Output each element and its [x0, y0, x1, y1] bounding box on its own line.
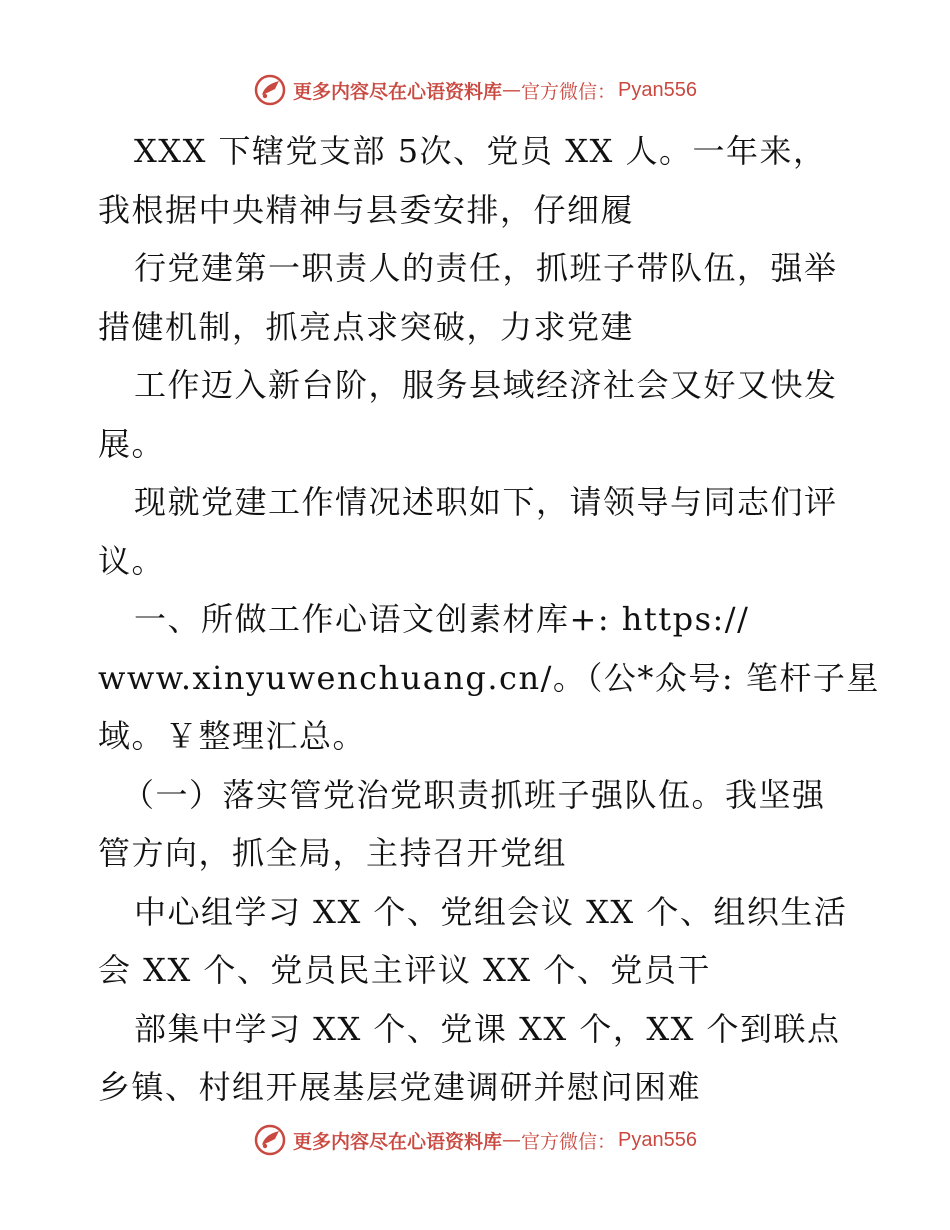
body-line: 议。 — [98, 541, 166, 580]
body-line: 现就党建工作情况述职如下，请领导与同志们评 — [134, 483, 838, 521]
banner-dash: — — [502, 79, 522, 101]
body-line: 会 XX 个、党员民主评议 XX 个、党员干 — [98, 951, 711, 989]
banner-label: 官方微信： — [521, 1130, 617, 1153]
body-line: 工作迈入新台阶，服务县域经济社会又好又快发 — [134, 366, 838, 404]
banner-main-text: 更多内容尽在心语资料库 — [293, 1130, 503, 1153]
body-line: 行党建第一职责人的责任，抓班子带队伍，强举 — [134, 249, 838, 287]
body-line: 中心组学习 XX 个、党组会议 XX 个、组织生活 — [134, 892, 848, 931]
document-body — [98, 122, 880, 1117]
body-line: 我根据中央精神与县委安排，仔细履 — [98, 190, 635, 229]
body-line: （一）落实管党治党职责抓班子强队伍。我坚强 — [122, 775, 826, 814]
body-line: 乡镇、村组开展基层党建调研并慰问困难 — [98, 1068, 702, 1106]
body-line: 管方向，抓全局，主持召开党组 — [98, 834, 568, 872]
body-line: 一、所做工作心语文创素材库+: https:// — [134, 600, 750, 638]
banner-account: Pyan556 — [618, 1128, 697, 1151]
brand-logo-icon — [253, 1123, 287, 1157]
body-line: 措健机制，抓亮点求突破，力求党建 — [98, 307, 635, 346]
banner-account: Pyan556 — [618, 78, 697, 101]
body-line: 展。 — [98, 424, 166, 463]
footer-banner — [0, 1120, 950, 1160]
brand-logo-icon — [253, 73, 287, 107]
header-banner — [0, 70, 950, 110]
body-line: www.xinyuwenchuang.cn/。（公*众号: 笔杆子星 — [98, 658, 880, 697]
body-line: 部集中学习 XX 个、党课 XX 个，XX 个到联点 — [134, 1009, 841, 1048]
body-line: 域。￥整理汇总。 — [98, 717, 367, 755]
body-line: XXX 下辖党支部 5次、党员 XX 人。一年来， — [134, 132, 827, 170]
banner-main-text: 更多内容尽在心语资料库 — [293, 80, 503, 103]
banner-dash: — — [502, 1129, 522, 1151]
banner-label: 官方微信： — [521, 80, 617, 103]
